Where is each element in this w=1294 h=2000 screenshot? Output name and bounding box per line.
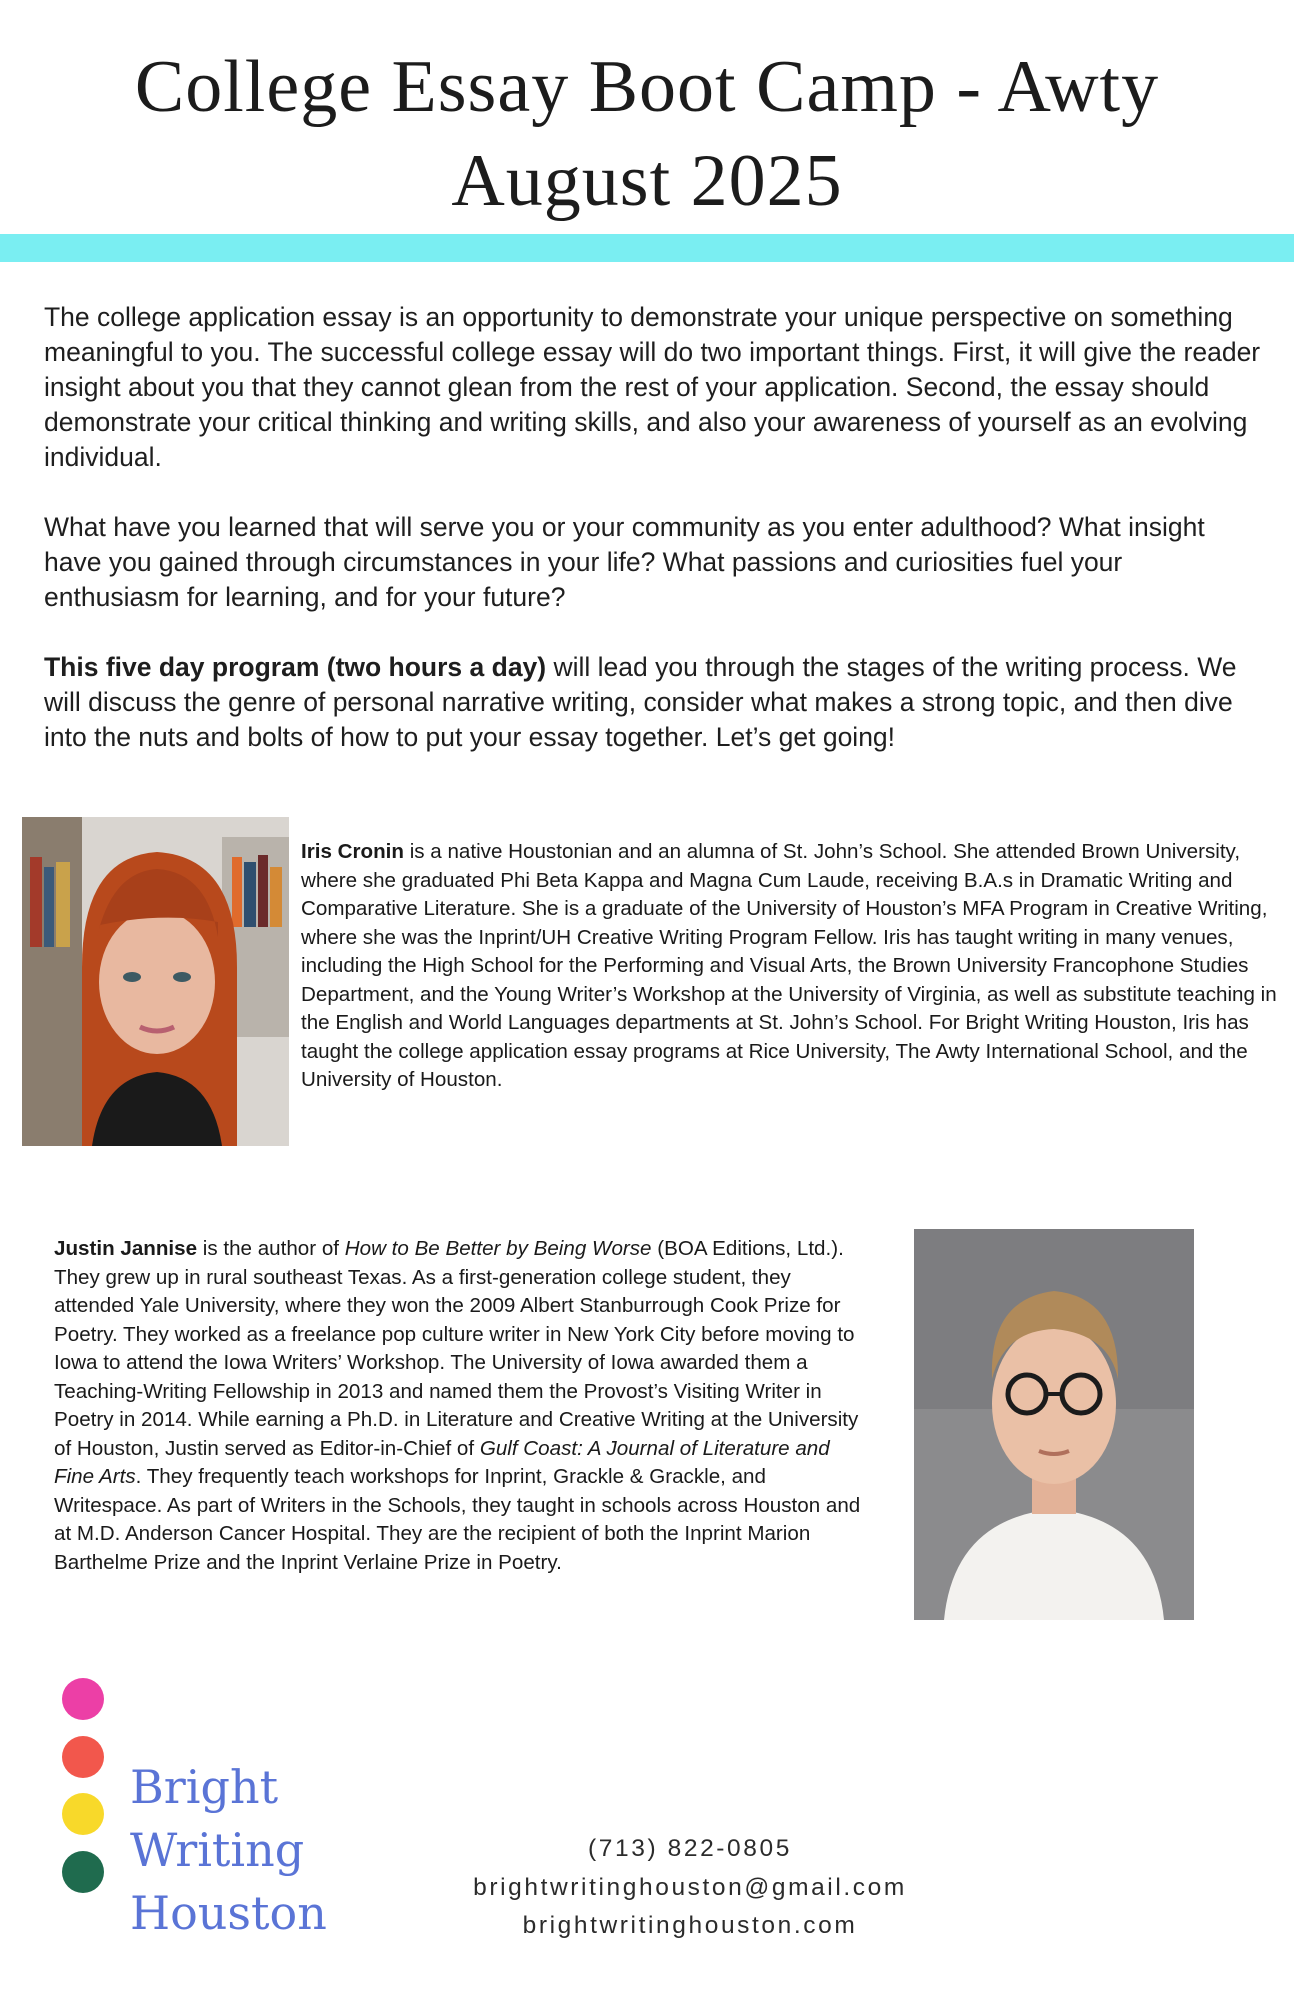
intro-section bbox=[44, 300, 1264, 755]
justin-bio-text-3: . They frequently teach workshops for Inprint, Grackle & Grackle, and Writespace. As part of Writers in the Schools, they taught in schools across Houston and at M.D. Anderson Cancer Hospital. They are the recipient of both the Inprint Marion Barthelme Prize and the Inprint Verlaine Prize in Poetry. bbox=[54, 1465, 861, 1574]
logo-line-houston: Houston bbox=[130, 1886, 327, 1940]
intro-paragraph-2: What have you learned that will serve you or your community as you enter adulthood? What insight have you gained through circumstances in your life? What passions and curiosities fuel your enthusiasm for learning, and for your future? bbox=[44, 512, 1205, 612]
iris-photo bbox=[22, 817, 289, 1146]
email-address: brightwritinghouston@gmail.com bbox=[473, 1873, 907, 1901]
book-title: How to Be Better by Being Worse bbox=[344, 1237, 652, 1260]
iris-bio bbox=[301, 838, 1281, 1095]
phone-number: (713) 822-0805 bbox=[588, 1835, 792, 1862]
program-description: will lead you through the stages of the writing process. We will discuss the genre of personal narrative writing, consider what makes a strong topic, and then dive into the nuts and bolts of how to put your essay together. Let’s get going! bbox=[44, 652, 1237, 752]
title-line-1: College Essay Boot Camp - Awty bbox=[134, 46, 1160, 128]
justin-bio bbox=[54, 1235, 874, 1577]
journal-title: Gulf Coast: A Journal of Literature and Fine Arts bbox=[54, 1436, 830, 1488]
intro-paragraph-1: The college application essay is an opportunity to demonstrate your unique perspective on something meaningful to you. The successful college essay will do two important things. First, it will give the reader insight about you that they cannot glean from the rest of your application. Second, the essay should demonstrate your critical thinking and writing skills, and also your awareness of yourself as an evolving individual. bbox=[44, 302, 1261, 472]
page-title bbox=[0, 40, 1294, 228]
program-summary: This five day program (two hours a day) bbox=[44, 652, 547, 682]
logo-dot-yellow bbox=[62, 1793, 104, 1835]
website-url: brightwritinghouston.com bbox=[522, 1912, 858, 1939]
logo-line-writing: Writing bbox=[130, 1823, 305, 1877]
iris-name: Iris Cronin bbox=[301, 840, 404, 863]
justin-name: Justin Jannise bbox=[54, 1237, 198, 1260]
logo-line-bright: Bright bbox=[130, 1760, 279, 1814]
justin-photo bbox=[914, 1229, 1194, 1620]
logo-dot-pink bbox=[62, 1678, 104, 1720]
logo-wordmark bbox=[130, 1756, 327, 1945]
title-line-2: August 2025 bbox=[451, 140, 843, 222]
logo-dot-coral bbox=[62, 1736, 104, 1778]
iris-bio-text: is a native Houstonian and an alumna of St. John’s School. She attended Brown University, where she graduated Phi Beta Kappa and Magna Cum Laude, receiving B.A.s in Dramatic Writing and Comparative Literature. She is a graduate of the University of Houston’s MFA Program in Creative Writing, where she was the Inprint/UH Creative Writing Program Fellow. Iris has taught writing in many venues, including the High School for the Performing and Visual Arts, the Brown University Francophone Studies Department, and the Young Writer’s Workshop at the University of Virginia, as well as substitute teaching in the English and World Languages departments at St. John’s School. For Bright Writing Houston, Iris has taught the college application essay programs at Rice University, The Awty International School, and the University of Houston. bbox=[301, 840, 1277, 1091]
accent-bar bbox=[0, 234, 1294, 262]
intro-paragraph-3 bbox=[44, 650, 1264, 755]
logo-dot-green bbox=[62, 1851, 104, 1893]
contact-info bbox=[420, 1830, 960, 1946]
justin-bio-text-1: is the author of bbox=[197, 1237, 345, 1260]
justin-bio-text-2: (BOA Editions, Ltd.). They grew up in rural southeast Texas. As a first-generation college student, they attended Yale University, where they won the 2009 Albert Stanburrough Cook Prize for Poetry. They worked as a freelance pop culture writer in New York City before moving to Iowa to attend the Iowa Writers’ Workshop. The University of Iowa awarded them a Teaching-Writing Fellowship in 2013 and named them the Provost’s Visiting Writer in Poetry in 2014. While earning a Ph.D. in Literature and Creative Writing at the University of Houston, Justin served as Editor-in-Chief of bbox=[54, 1237, 859, 1460]
